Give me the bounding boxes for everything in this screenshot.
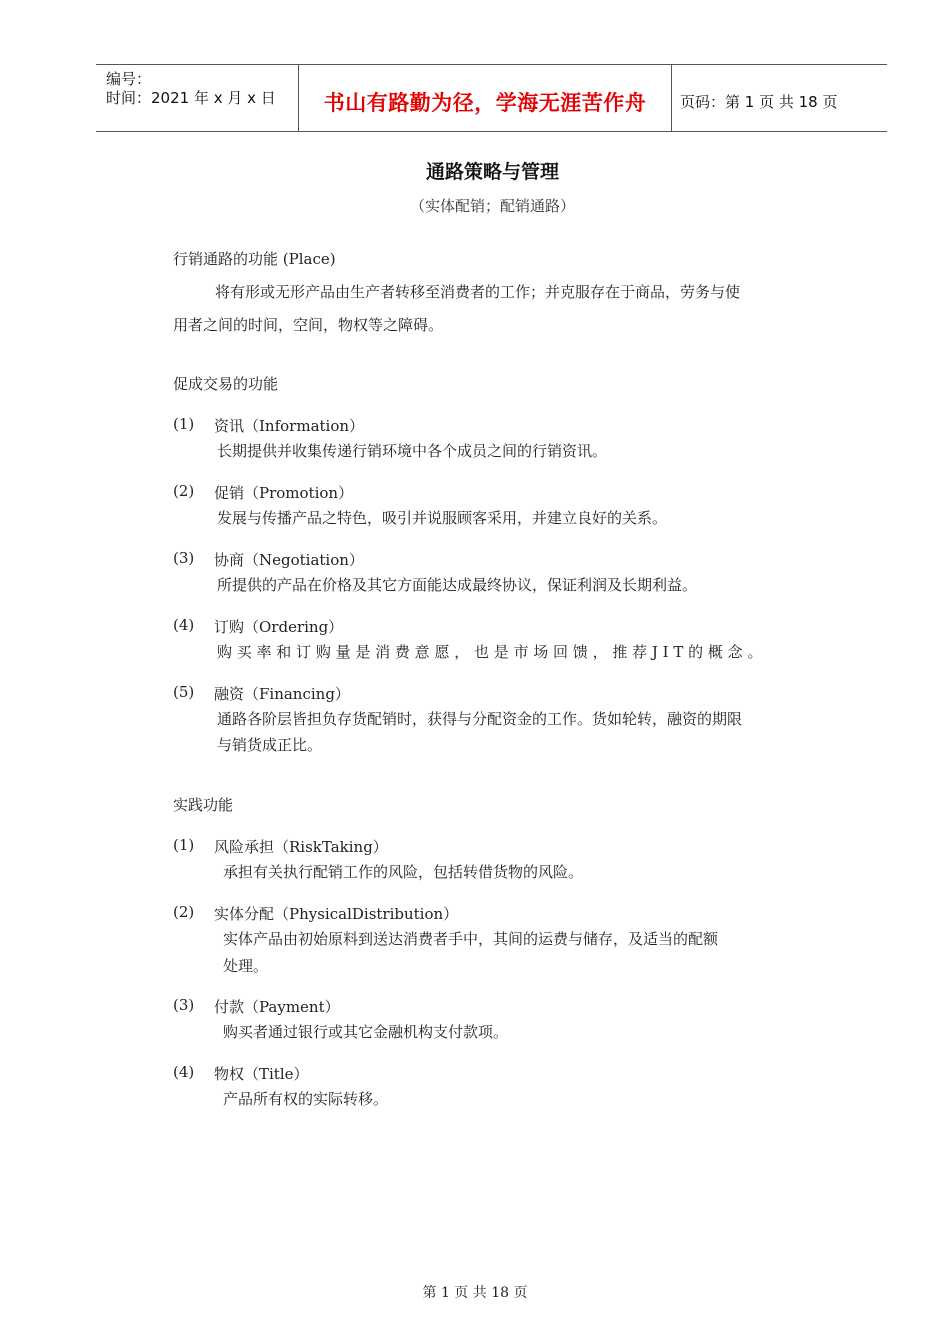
paragraph-line: 用者之间的时间，空间，物权等之障碍。: [173, 316, 444, 334]
paragraph-line: 将有形或无形产品由生产者转移至消费者的工作；并克服存在于商品，劳务与使: [215, 283, 741, 301]
item-number: (5): [173, 683, 195, 701]
item-description: 通路各阶层皆担负存货配销时，获得与分配资金的工作。货如轮转，融资的期限: [217, 710, 743, 728]
item-number: (1): [173, 415, 195, 433]
item-label: 订购（Ordering）: [214, 618, 344, 636]
item-description: 与销货成正比。: [217, 736, 323, 754]
page-footer: 第 1 页 共 18 页: [422, 1285, 528, 1301]
section-heading-channel: 行销通路的功能 (Place): [173, 250, 336, 268]
item-description: 产品所有权的实际转移。: [223, 1090, 389, 1108]
item-label: 资讯（Information）: [214, 417, 365, 435]
item-description: 购买者通过银行或其它金融机构支付款项。: [223, 1023, 509, 1041]
serial-label: 编号：: [106, 70, 152, 88]
item-label: 物权（Title）: [214, 1065, 309, 1083]
document-title: 通路策略与管理: [425, 161, 559, 183]
item-number: (3): [173, 996, 195, 1014]
item-number: (3): [173, 549, 195, 567]
item-label: 风险承担（RiskTaking）: [214, 838, 388, 856]
item-number: (4): [173, 1063, 195, 1081]
item-description: 所提供的产品在价格及其它方面能达成最终协议，保证利润及长期利益。: [217, 576, 698, 594]
item-number: (2): [173, 482, 195, 500]
item-description: 长期提供并收集传递行销环境中各个成员之间的行销资讯。: [217, 442, 608, 460]
item-number: (2): [173, 903, 195, 921]
item-description: 购 买 率 和 订 购 量 是 消 费 意 愿 ， 也 是 市 场 回 馈 ， 推 荐 J I T 的 概 念 。: [217, 643, 763, 661]
item-label: 协商（Negotiation）: [214, 551, 364, 569]
item-number: (1): [173, 836, 195, 854]
item-label: 实体分配（PhysicalDistribution）: [214, 905, 459, 923]
document-subtitle: （实体配销；配销通路）: [409, 197, 575, 215]
item-number: (4): [173, 616, 195, 634]
item-description: 处理。: [223, 957, 269, 975]
document-header: [96, 64, 887, 132]
header-page-info: 页码：第 1 页 共 18 页: [680, 93, 838, 111]
header-motto-cell: [298, 65, 672, 131]
item-label: 促销（Promotion）: [214, 484, 354, 502]
section-heading-transaction: 促成交易的功能: [173, 375, 279, 393]
item-description: 承担有关执行配销工作的风险，包括转借货物的风险。: [223, 863, 584, 881]
header-page-cell: [672, 65, 887, 131]
item-description: 发展与传播产品之特色，吸引并说服顾客采用，并建立良好的关系。: [217, 509, 668, 527]
header-motto: 书山有路勤为径，学海无涯苦作舟: [323, 91, 647, 115]
date-label: 时间：2021 年 x 月 x 日: [106, 89, 276, 107]
item-label: 融资（Financing）: [214, 685, 350, 703]
header-left-cell: [96, 65, 298, 131]
item-description: 实体产品由初始原料到送达消费者手中，其间的运费与储存，及适当的配额: [223, 930, 719, 948]
section-heading-practice: 实践功能: [173, 796, 234, 814]
item-label: 付款（Payment）: [214, 998, 340, 1016]
